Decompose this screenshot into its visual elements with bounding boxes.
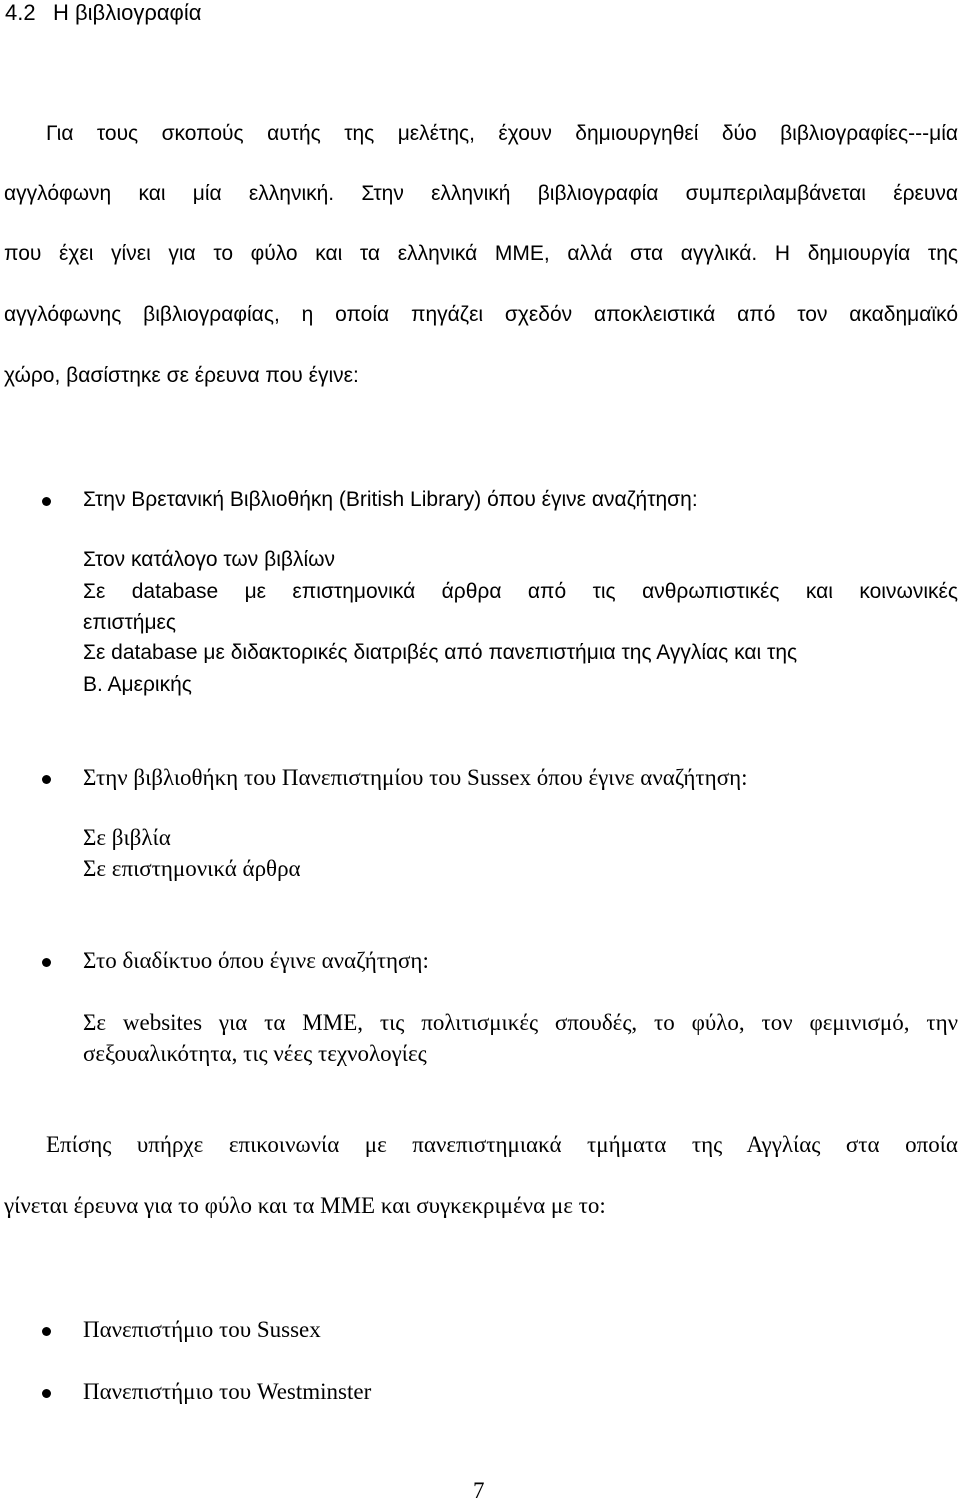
- contact-line: γίνεται έρευνα για το φύλο και τα ΜΜΕ και συγκεκριμένα με το:: [4, 1193, 606, 1218]
- intro-line: που έχει γίνει για το φύλο και τα ελληνικά ΜΜΕ, αλλά στα αγγλικά. Η δημιουργία της: [4, 242, 958, 265]
- bullet-icon: [42, 1389, 51, 1398]
- source-sub-item: Σε websites για τα ΜΜΕ, τις πολιτισμικές σπουδές, το φύλο, τον φεμινισμό, την: [83, 1010, 958, 1035]
- page-number: 7: [473, 1478, 485, 1503]
- source-label: Στην Βρετανική Βιβλιοθήκη (British Library) όπου έγινε αναζήτηση:: [83, 488, 698, 511]
- source-sub-item: Στον κατάλογο των βιβλίων: [83, 548, 335, 571]
- section-title: Η βιβλιογραφία: [53, 0, 202, 25]
- intro-line: Για τους σκοπούς αυτής της μελέτης, έχουν δημιουργηθεί δύο βιβλιογραφίες---μία: [46, 122, 958, 145]
- source-sub-item: σεξουαλικότητα, τις νέες τεχνολογίες: [83, 1041, 427, 1066]
- source-sub-item: Σε database με διδακτορικές διατριβές από πανεπιστήμια της Αγγλίας και της: [83, 641, 798, 664]
- bullet-icon: [42, 958, 51, 967]
- source-label: Στο διαδίκτυο όπου έγινε αναζήτηση:: [83, 948, 429, 973]
- bullet-icon: [42, 775, 51, 784]
- source-sub-item: επιστήμες: [83, 611, 177, 634]
- intro-line: χώρο, βασίστηκε σε έρευνα που έγινε:: [4, 364, 359, 387]
- section-number: 4.2: [5, 0, 36, 25]
- university-item: Πανεπιστήμιο του Sussex: [83, 1317, 321, 1342]
- intro-line: αγγλόφωνη και μία ελληνική. Στην ελληνική βιβλιογραφία συμπεριλαμβάνεται έρευνα: [4, 182, 958, 205]
- source-sub-item: Σε βιβλία: [83, 825, 171, 850]
- source-sub-item: Σε επιστημονικά άρθρα: [83, 856, 301, 881]
- source-sub-item: Β. Αμερικής: [83, 673, 192, 696]
- contact-line: Επίσης υπήρχε επικοινωνία με πανεπιστημιακά τμήματα της Αγγλίας στα οποία: [46, 1132, 958, 1157]
- source-label: Στην βιβλιοθήκη του Πανεπιστημίου του Sussex όπου έγινε αναζήτηση:: [83, 765, 748, 790]
- university-item: Πανεπιστήμιο του Westminster: [83, 1379, 372, 1404]
- bullet-icon: [42, 497, 51, 506]
- intro-line: αγγλόφωνης βιβλιογραφίας, η οποία πηγάζει σχεδόν αποκλειστικά από τον ακαδημαϊκό: [4, 303, 958, 326]
- source-sub-item: Σε database με επιστημονικά άρθρα από τις ανθρωπιστικές και κοινωνικές: [83, 580, 958, 603]
- bullet-icon: [42, 1327, 51, 1336]
- section-heading: [5, 0, 201, 26]
